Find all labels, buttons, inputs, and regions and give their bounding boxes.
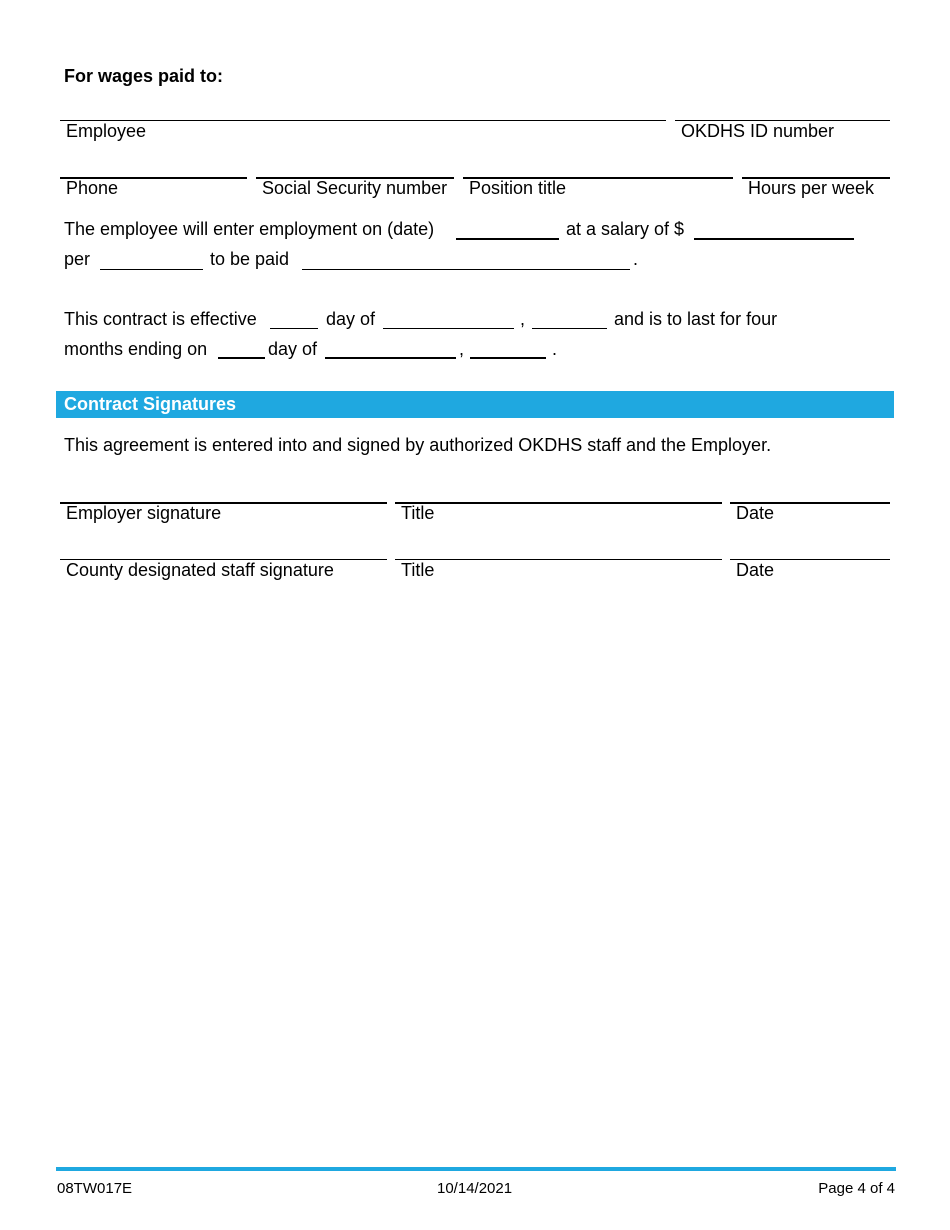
ending-period: . xyxy=(552,339,558,359)
employer-title-label: Title xyxy=(401,503,435,523)
county-date-label: Date xyxy=(736,560,775,580)
employer-title-line[interactable] xyxy=(395,502,722,504)
ending-year-blank[interactable] xyxy=(470,357,546,359)
hours-label: Hours per week xyxy=(748,178,875,198)
form-number: 08TW017E xyxy=(57,1180,133,1197)
ending-comma: , xyxy=(459,339,465,359)
effective-comma: , xyxy=(520,309,526,329)
contract-duration-text: and is to last for four xyxy=(614,309,778,329)
employee-field-line[interactable] xyxy=(60,120,666,121)
revision-date: 10/14/2021 xyxy=(437,1180,513,1197)
ending-day-of-text: day of xyxy=(268,339,318,359)
wages-heading: For wages paid to: xyxy=(64,66,224,86)
contract-signatures-header: Contract Signatures xyxy=(56,391,894,418)
employer-signature-label: Employer signature xyxy=(66,503,222,523)
position-label: Position title xyxy=(469,178,567,198)
payment-method-blank[interactable] xyxy=(302,269,630,270)
start-date-blank[interactable] xyxy=(456,238,559,240)
ending-month-blank[interactable] xyxy=(325,357,456,359)
ending-day-blank[interactable] xyxy=(218,357,265,359)
effective-day-of-text: day of xyxy=(326,309,376,329)
ending-text: months ending on xyxy=(64,339,208,359)
salary-text: at a salary of $ xyxy=(566,219,685,239)
county-title-line[interactable] xyxy=(395,559,722,560)
agreement-intro: This agreement is entered into and signed by authorized OKDHS staff and the Employer. xyxy=(64,435,772,455)
county-signature-label: County designated staff signature xyxy=(66,560,334,580)
employment-period: . xyxy=(633,249,639,269)
county-title-label: Title xyxy=(401,560,435,580)
ssn-label: Social Security number xyxy=(262,178,448,198)
footer-rule xyxy=(56,1167,896,1171)
okdhs-id-label: OKDHS ID number xyxy=(681,121,835,141)
to-be-paid-text: to be paid xyxy=(210,249,290,269)
employer-date-label: Date xyxy=(736,503,775,523)
contract-effective-text: This contract is effective xyxy=(64,309,257,329)
salary-blank[interactable] xyxy=(694,238,854,240)
employee-label: Employee xyxy=(66,121,147,141)
employment-text-start: The employee will enter employment on (date) xyxy=(64,219,435,239)
pay-period-blank[interactable] xyxy=(100,269,203,270)
page-number: Page 4 of 4 xyxy=(818,1180,895,1197)
phone-label: Phone xyxy=(66,178,119,198)
effective-year-blank[interactable] xyxy=(532,328,607,329)
effective-month-blank[interactable] xyxy=(383,328,514,329)
effective-day-blank[interactable] xyxy=(270,328,318,329)
per-text: per xyxy=(64,249,91,269)
